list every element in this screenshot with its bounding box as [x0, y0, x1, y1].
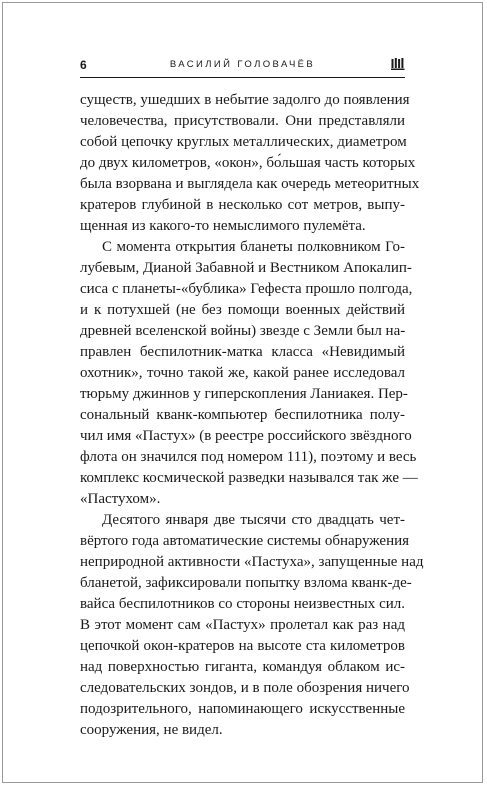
text-line: цепочкой окон-кратеров на высоте ста километров — [80, 638, 405, 654]
text-line: была взорвана и выглядела как очередь метеоритных — [80, 176, 420, 192]
book-series-logo-icon — [391, 58, 405, 70]
text-line: С момента открытия бланеты полковником Го- — [102, 239, 405, 255]
text-line: до двух километров, «окон», бо́льшая часть которых — [80, 155, 416, 171]
text-line: тюрьму джиннов у гиперскопления Ланиакея. Пер- — [80, 386, 408, 402]
text-line: чил имя «Пастух» (в реестре российского звёздного — [80, 428, 412, 444]
text-line: и к потухшей (не без помощи военных действий — [80, 302, 405, 318]
text-line: существ, ушедших в небытие задолго до появления — [80, 92, 410, 108]
text-line: неприродной активности «Пастуха», запущенные над — [80, 554, 424, 570]
text-line: вёртого года автоматические системы обнаружения — [80, 533, 410, 549]
text-line: В этот момент сам «Пастух» пролетал как раз над — [80, 617, 405, 633]
paragraph — [80, 237, 418, 510]
text-line: подозрительного, напоминающего искусственные — [80, 701, 405, 717]
text-line: охотник», точно такой же, какой ранее исследовал — [80, 365, 405, 381]
text-line: человечества, присутствовали. Они представляли — [80, 113, 405, 129]
text-line: сональный кванк-компьютер беспилотника полу- — [80, 407, 405, 423]
text-line: следовательских зондов, и в поле обозрения ничего — [80, 680, 410, 696]
header-rule — [80, 77, 405, 78]
text-line: комплекс космической разведки назывался так же — — [80, 470, 418, 486]
text-line: собой цепочку круглых металлических, диаметром — [80, 134, 407, 150]
paragraph — [80, 510, 424, 741]
text-line: древней вселенской войны) звезде с Земли был на- — [80, 323, 406, 339]
text-line: щенная из какого-то немыслимого пулемёта. — [80, 218, 366, 234]
paragraph — [80, 90, 420, 237]
text-line: «Пастухом». — [80, 491, 161, 507]
text-line: флота он значился под номером 111), поэтому и весь — [80, 449, 417, 465]
text-line: над поверхностью гиганта, командуя облаком ис- — [80, 659, 405, 675]
author-name: ВАСИЛИЙ ГОЛОВАЧЁВ — [169, 59, 316, 70]
page-number: 6 — [80, 58, 87, 72]
text-line: бланетой, зафиксировали попытку взлома кванк-де- — [80, 575, 412, 591]
text-line: лубевым, Дианой Забавной и Вестником Апокалип- — [80, 260, 412, 276]
text-line: вайса беспилотников со стороны неизвестных сил. — [80, 596, 405, 612]
text-line: Десятого января две тысячи сто двадцать чет- — [102, 512, 405, 528]
text-line: кратеров глубиной в несколько сот метров, выпу- — [80, 197, 405, 213]
text-line: правлен беспилотник-матка класса «Невидимый — [80, 344, 405, 360]
text-line: сиса с планеты-«бублика» Гефеста прошло полгода, — [80, 281, 413, 297]
running-head — [80, 58, 405, 76]
text-line: сооружения, не видел. — [80, 722, 223, 738]
main-text — [80, 90, 424, 741]
